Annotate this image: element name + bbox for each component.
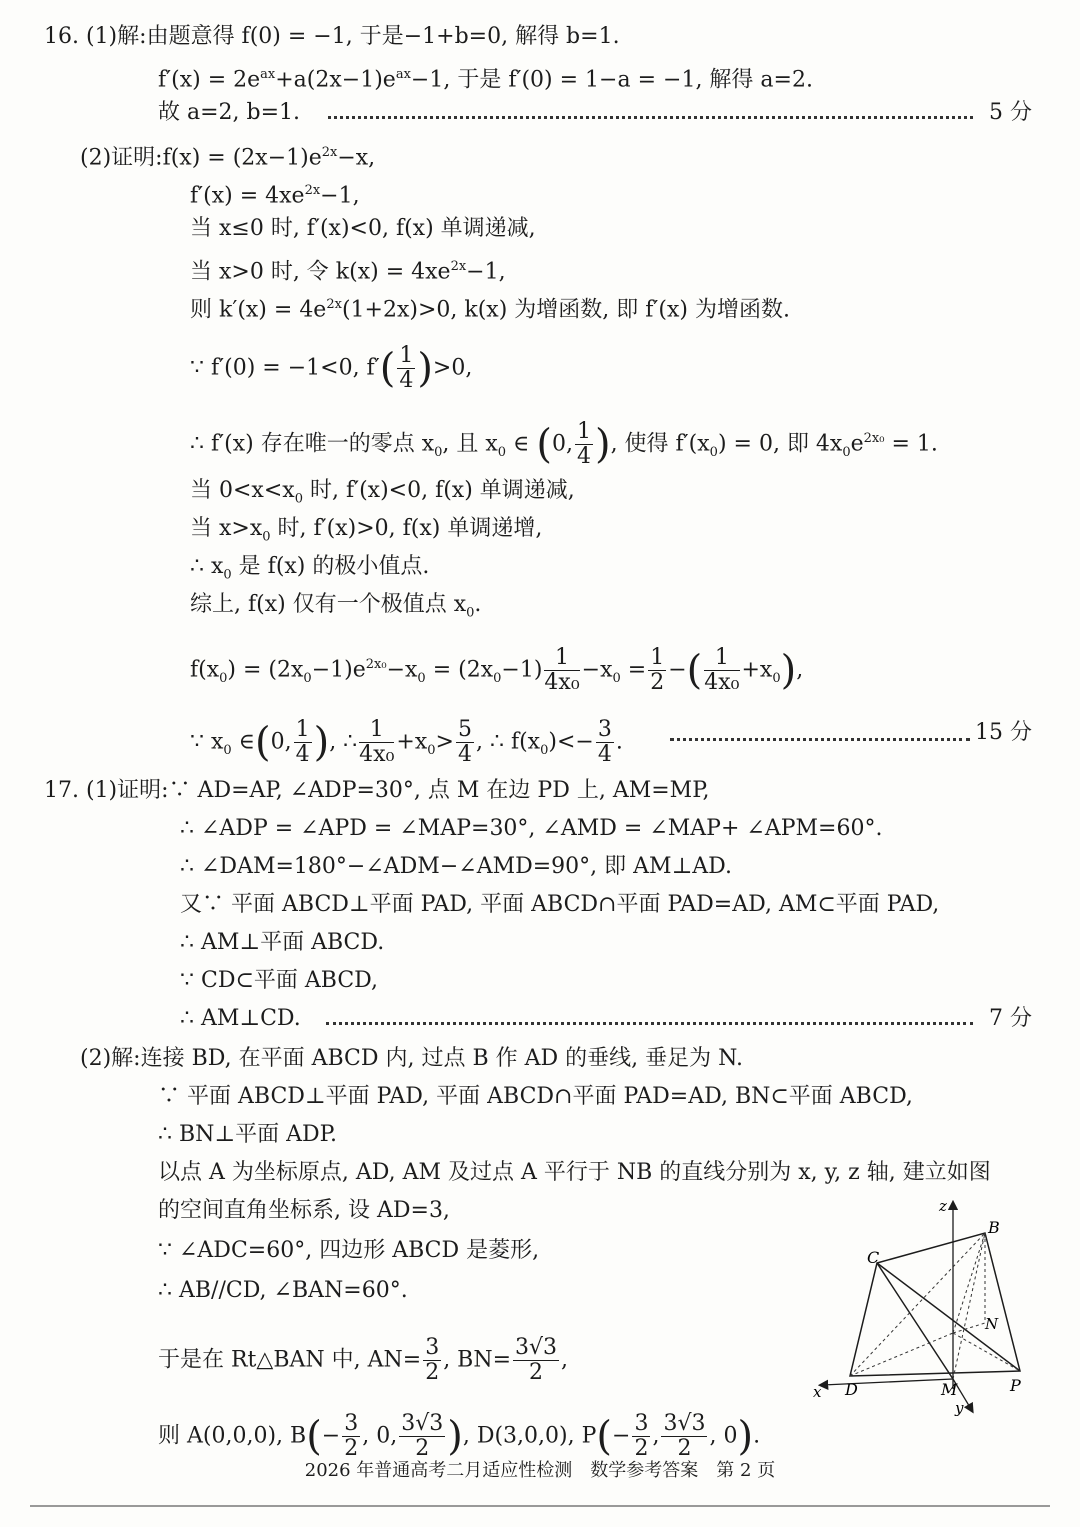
score-label: 7 分: [989, 1006, 1032, 1031]
p16-part2-line-4: 当 x>0 时, 令 $k(x) = 4xe^{2x}-1$,: [190, 259, 506, 285]
p16-part2-line-13: ∵ $x_0$ ∈(0, $\frac{1}{4}$ ), ∴ $\frac{1}{\text{4x₀}}$ $+x_0>$ $\frac{5}{4}$ , ∴ $f(x_0)<-$ $\frac{3}{4}$ .: [190, 717, 623, 767]
p17-line-5: ∴ AM⊥平面 ABCD.: [180, 930, 385, 955]
edge-CP: [877, 1263, 1020, 1371]
p17-line-4: 又∵ 平面 ABCD⊥平面 PAD, 平面 ABCD∩平面 PAD=AD, AM⊂平面 PAD,: [180, 892, 940, 917]
geometry-figure: [805, 1195, 1040, 1420]
p17-part2-line-5: 的空间直角坐标系, 设 AD=3,: [158, 1198, 450, 1223]
p17-part2-line-2: ∵ 平面 ABCD⊥平面 PAD, 平面 ABCD∩平面 PAD=AD, BN⊂平面 ABCD,: [158, 1084, 913, 1109]
p17-part2-line-4: 以点 A 为坐标原点, AD, AM 及过点 A 平行于 NB 的直线分别为 x, y, z 轴, 建立如图: [158, 1160, 991, 1185]
p17-part2-line-7: ∴ AB//CD, ∠BAN=60°.: [158, 1278, 408, 1303]
p16-line-2: $f'(x) = 2e^{ax}+a(2x-1)e^{ax}-1$, 于是 f′(0) = 1−a = −1, 解得 a=2.: [158, 67, 813, 93]
p16-part2-line-6: ∵ f′(0) = −1<0, f′( $\frac{1}{4}$ )>0,: [190, 343, 473, 393]
p16-part2-line-10: ∴ $x_0$ 是 f(x) 的极小值点.: [190, 554, 430, 583]
p16-part2-line-7: ∴ f′(x) 存在唯一的零点 $x_0$, 且 $x_0$ ∈ (0, $\frac{1}{4}$ ), 使得 $f'(x_0) = 0$, 即 $4x_0e^{2x_0} = 1$.: [190, 419, 938, 469]
label-z: z: [939, 1197, 947, 1215]
label-x: x: [813, 1383, 822, 1401]
p16-line-1-text: 由题意得 f(0) = −1, 于是−1+b=0, 解得 b=1.: [146, 24, 620, 49]
label-y: y: [955, 1399, 964, 1417]
page-footer: 2026 年普通高考二月适应性检测 数学参考答案 第 2 页: [304, 1460, 776, 1481]
p17-line-3: ∴ ∠DAM=180°−∠ADM−∠AMD=90°, 即 AM⊥AD.: [180, 854, 732, 879]
label-P: P: [1010, 1376, 1021, 1395]
dashed-AB: [953, 1233, 985, 1333]
p16-line-3: 故 a=2, b=1.: [158, 100, 301, 125]
p17-line-2: ∴ ∠ADP = ∠APD = ∠MAP=30°, ∠AMD = ∠MAP+ ∠APM=60°.: [180, 816, 883, 841]
dashed-AP: [953, 1333, 1020, 1371]
p16-part2-line-9: 当 $x>x_0$ 时, f′(x)>0, f(x) 单调递增,: [190, 516, 543, 545]
p17-part2-line-6: ∵ ∠ADC=60°, 四边形 ABCD 是菱形,: [158, 1238, 540, 1263]
bottom-rule: [30, 1505, 1050, 1507]
p16-part2-line-12: $f(x_0) = (2x_0-1)e^{2x_0}-x_0 = (2x_0-1)$ $\frac{1}{\text{4x₀}}$ $-x_0$ = $\frac{1}{2}$ −( $\frac{1}{\text{4x₀}}$ $+x_0$),: [190, 645, 804, 695]
label-N: N: [985, 1315, 999, 1333]
p16-part2-line-1: (2)证明:f(x) = $(2x-1)e^{2x}-x$,: [80, 145, 376, 171]
score-label: 5 分: [989, 100, 1032, 125]
label-D: D: [845, 1380, 858, 1399]
p17-part2-line-9: 则 A(0,0,0), B(− $\frac{3}{2}$ , 0, $\frac{3√3}{2}$ ), D(3,0,0), P(− $\frac{3}{2}$ , $\frac{3√3}{2}$ , 0).: [158, 1411, 761, 1461]
leader-dots: [328, 116, 973, 119]
fraction: $\frac{1}{4}$: [399, 343, 414, 393]
label-C: C: [867, 1248, 880, 1267]
p16-part2-line-3: 当 x≤0 时, f′(x)<0, f(x) 单调递减,: [190, 216, 536, 241]
p17-line-1: 17. (1)证明:∵ AD=AP, ∠ADP=30°, 点 M 在边 PD 上, AM=MP,: [44, 778, 710, 803]
score-label: 15 分: [975, 720, 1032, 745]
leader-dots: [670, 738, 970, 741]
x-axis: [823, 1379, 953, 1385]
p16-part2-line-2: $f'(x) = 4xe^{2x}-1$,: [190, 183, 360, 209]
edge-CM: [877, 1263, 953, 1379]
p17-line-7: ∴ AM⊥CD.: [180, 1006, 301, 1031]
p17-line-6: ∵ CD⊂平面 ABCD,: [180, 968, 379, 993]
label-M: M: [941, 1380, 958, 1399]
p17-part2-line-1: (2)解:连接 BD, 在平面 ABCD 内, 过点 B 作 AD 的垂线, 垂足为 N.: [80, 1046, 743, 1071]
p16-part2-line-8: 当 $0<x<x_0$ 时, f′(x)<0, f(x) 单调递减,: [190, 478, 575, 507]
p16-part1-head: 16. (1)解:: [44, 24, 147, 49]
leader-dots: [326, 1022, 973, 1025]
p16-line-1: [44, 22, 620, 52]
p17-part2-line-8: 于是在 Rt△BAN 中, AN= $\frac{3}{2}$ , BN= $\frac{3√3}{2}$ ,: [158, 1335, 569, 1385]
p16-part2-line-11: 综上, f(x) 仅有一个极值点 $x_0$.: [190, 592, 482, 621]
p17-part2-line-3: ∴ BN⊥平面 ADP.: [158, 1122, 337, 1147]
dashed-MB: [953, 1233, 985, 1379]
label-B: B: [988, 1218, 1000, 1237]
p16-part2-line-5: 则 $k'(x) = 4e^{2x}(1+2x)>0$, k(x) 为增函数, 即 f′(x) 为增函数.: [190, 297, 790, 323]
